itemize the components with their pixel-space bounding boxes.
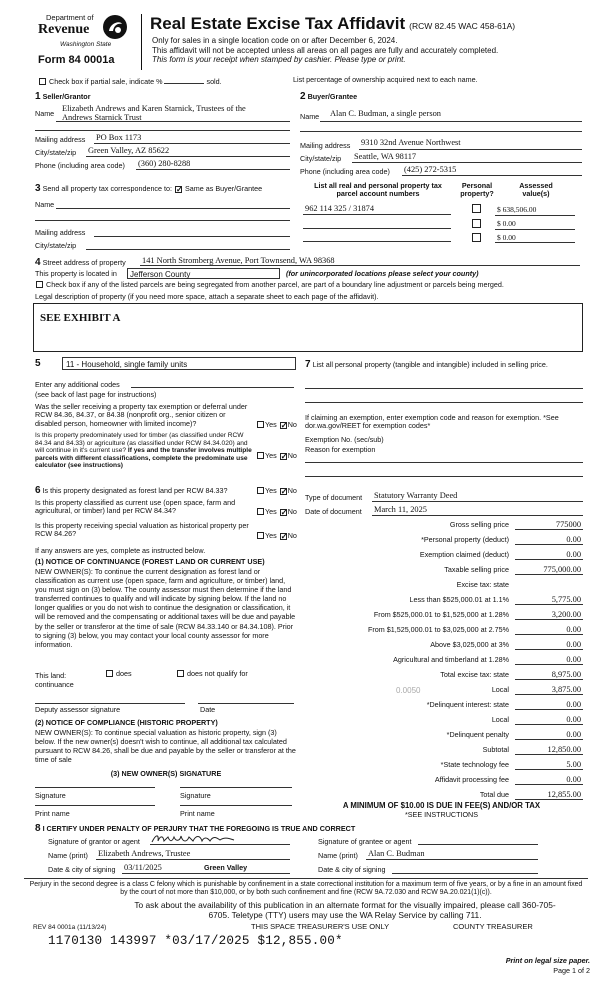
- minimum-fee-notice: A MINIMUM OF $10.00 IS DUE IN FEE(S) AND/OR TAX: [342, 801, 541, 810]
- seller-city[interactable]: Green Valley, AZ 85622: [88, 146, 170, 155]
- land-use-value: 11 - Household, single family units: [66, 360, 188, 369]
- section-number-3: 3: [35, 183, 41, 194]
- footer-divider: [24, 878, 588, 879]
- rcw-ref: (RCW 82.45 WAC 458-61A): [409, 21, 516, 31]
- county-value: Jefferson County: [130, 270, 191, 279]
- grantor-name[interactable]: Elizabeth Andrews, Trustee: [98, 849, 191, 858]
- buyer-mail-label: Mailing address: [300, 141, 351, 150]
- exemption-no-checkbox[interactable]: [280, 422, 287, 429]
- street-address[interactable]: 141 North Stromberg Avenue, Port Townsend, WA 98368: [142, 256, 335, 265]
- tax-line-personal: [515, 544, 583, 545]
- dept-line: Department of: [46, 13, 94, 22]
- parcel-header-3: Assessed value(s): [519, 181, 553, 199]
- s3-mail-line: [94, 236, 290, 237]
- tax-value-total-state[interactable]: 8,975.00: [551, 670, 581, 679]
- tax-value-tech-fee[interactable]: 5.00: [566, 760, 581, 769]
- tax-value-local[interactable]: 3,875.00: [551, 685, 581, 694]
- notice-compliance-body: NEW OWNER(S): To continue special valuation as historic property, sign (3) below. If the new owner(s) doesn't wish to continue, all additional tax calculated pursuant to RCW 84.26, shall be due and payable by the seller or transferor at the time of sale: [35, 728, 296, 765]
- doc-type-value[interactable]: Statutory Warranty Deed: [374, 491, 458, 500]
- parcel-line-3: [303, 241, 451, 242]
- owner-signature-line-1[interactable]: [35, 787, 155, 788]
- forest-answer: [256, 487, 297, 495]
- historic-no-label: No: [287, 531, 297, 540]
- timber-no-checkbox[interactable]: [280, 453, 287, 460]
- tax-line-tier3: [515, 634, 583, 635]
- parcel-line-2: [303, 228, 451, 229]
- revision-label: REV 84 0001a (11/13/24): [33, 924, 107, 931]
- timber-yes-label: Yes: [265, 451, 277, 460]
- deputy-date-label: Date: [200, 705, 216, 714]
- section-7-heading: [305, 359, 585, 371]
- revenue-wordmark: Revenue: [38, 22, 90, 37]
- s3-city-label: City/state/zip: [35, 241, 77, 250]
- personal-property-line-2[interactable]: [305, 402, 583, 403]
- grantor-signature-label: Signature of grantor or agent: [48, 837, 140, 846]
- timber-answer: [256, 452, 297, 460]
- dor-swirl-icon: [102, 14, 128, 40]
- section-4-heading: [35, 257, 126, 269]
- assessed-line-3: [495, 242, 575, 243]
- s3-city-line: [86, 249, 290, 250]
- grantee-name-line: [366, 859, 538, 860]
- grantor-signature-line: [150, 844, 290, 845]
- exemption-yes-label: Yes: [265, 420, 277, 429]
- local-rate[interactable]: 0.0050: [396, 686, 421, 695]
- tax-label-subtotal: Subtotal: [482, 745, 509, 754]
- alternate-format-notice: To ask about the availability of this publication in an alternate format for the visually impaired, please call 360-705-6705. Teletype (TTY) users may use the WA Relay Service by calling 711.: [134, 900, 556, 920]
- current-use-question: Is this property classified as current use (open space, farm and agricultural, or timber) land per RCW 84.34?: [35, 498, 236, 516]
- doc-type-line: [372, 501, 583, 502]
- grantee-signature-line[interactable]: [418, 844, 538, 845]
- same-as-buyer-label: Same as Buyer/Grantee: [185, 184, 263, 193]
- grantee-name[interactable]: Alan C. Budman: [368, 849, 425, 858]
- deputy-signature-label: Deputy assessor signature: [35, 705, 121, 714]
- doc-date-label: Date of document: [305, 507, 362, 516]
- grantor-name-label: Name (print): [48, 851, 88, 860]
- section-2-heading: [300, 91, 357, 103]
- new-owner-signature-heading: (3) NEW OWNER(S) SIGNATURE: [110, 769, 222, 778]
- see-back-note: (see back of last page for instructions): [35, 390, 157, 399]
- buyer-phone-line: [402, 175, 582, 176]
- owner-signature-label-2: Signature: [180, 791, 211, 800]
- personal-property-label: List all personal property (tangible and intangible) included in selling price.: [312, 360, 548, 369]
- tax-value-total-due[interactable]: 12,855.00: [547, 790, 581, 799]
- assessed-line-1: [495, 215, 575, 216]
- owner-print-line-2[interactable]: [180, 805, 292, 806]
- seller-phone-label: Phone (including area code): [35, 161, 125, 170]
- segregated-label: Check box if any of the listed parcels are being segregated from another parcel, are part of a boundary line adjustment or parcels being merged.: [46, 280, 504, 289]
- tax-line-local: [515, 694, 583, 695]
- section-number-6: 6: [35, 485, 41, 496]
- tax-label-delinq-interest-state: *Delinquent interest: state: [426, 700, 509, 709]
- receipt-stamp: 1170130 143997 *03/17/2025 $12,855.00*: [48, 934, 343, 948]
- seller-name-line: [56, 121, 290, 122]
- seller-name-label: Name: [35, 109, 55, 118]
- partial-sale-checkbox[interactable]: [39, 78, 46, 85]
- street-address-label: Street address of property: [42, 258, 126, 267]
- exemption-question: Was the seller receiving a property tax exemption or deferral under RCW 84.36, 84.37, or 84.38 (nonprofit org., senior citizen or disabled person, homeowner with limited income)?: [35, 402, 248, 428]
- exemption-reason-line-1[interactable]: [305, 462, 583, 463]
- intro-text: [152, 36, 592, 65]
- does-not-label: does not qualify for: [187, 669, 248, 678]
- partial-pct-field[interactable]: [164, 77, 204, 84]
- street-address-line: [140, 265, 580, 266]
- owner-signature-line-2[interactable]: [180, 787, 292, 788]
- perjury-notice: Perjury in the second degree is a class C felony which is punishable by confinement in a state correctional institution for a maximum term of five years, or by a fine in an amount fixed by the court of not more than $10,000, or by both such confinement and fine (RCW 9A.72.030 and RCW 9A.20.021(1)(c)).: [29, 881, 583, 896]
- continuance-label: continuance: [35, 680, 74, 689]
- does-checkbox[interactable]: [106, 670, 113, 677]
- exemption-reason-line-2[interactable]: [305, 476, 583, 477]
- assessed-line-2: [495, 229, 575, 230]
- section-number-2: 2: [300, 91, 306, 102]
- title-text: Real Estate Excise Tax Affidavit: [150, 14, 406, 33]
- buyer-name-label: Name: [300, 112, 320, 121]
- legal-description-box[interactable]: [33, 303, 583, 352]
- seller-phone[interactable]: (360) 280-8288: [138, 159, 191, 168]
- tax-line-delinq-interest-local: [515, 724, 583, 725]
- tax-line-tier4: [515, 649, 583, 650]
- does-not-checkbox[interactable]: [177, 670, 184, 677]
- form-title: [150, 14, 515, 34]
- exemption-number-label: Exemption No. (sec/sub): [305, 435, 384, 444]
- this-land-label: This land:: [35, 671, 67, 680]
- tax-line-total-due: [515, 799, 583, 800]
- tax-label-taxable: Taxable selling price: [444, 565, 509, 574]
- tax-value-delinq-penalty[interactable]: 0.00: [566, 730, 581, 739]
- if-any-note: If any answers are yes, complete as instructed below.: [35, 546, 206, 555]
- ownership-note: List percentage of ownership acquired next to each name.: [293, 75, 478, 84]
- parcel-number-1[interactable]: 962 114 325 / 31874: [305, 204, 375, 213]
- section-number-5: 5: [35, 358, 41, 369]
- county-treasurer-label: COUNTY TREASURER: [453, 922, 533, 931]
- state-line: Washington State: [60, 41, 112, 48]
- section-number-8: 8: [35, 823, 41, 834]
- additional-codes-label: Enter any additional codes: [35, 380, 120, 389]
- tax-label-delinq-interest-local: Local: [491, 715, 509, 724]
- buyer-mail-line: [359, 149, 582, 150]
- tax-line-tier2: [515, 619, 583, 620]
- grantor-date[interactable]: 03/11/2025: [124, 863, 162, 872]
- additional-codes-line[interactable]: [131, 387, 294, 388]
- dor-logo: [38, 14, 130, 70]
- historic-question: Is this property receiving special valuation as historical property per RCW 84.26?: [35, 521, 249, 539]
- tax-line-tech-fee: [515, 769, 583, 770]
- intro-line-1: Only for sales in a single location code on or after December 6, 2024.: [152, 36, 398, 45]
- forest-question: Is this property designated as forest land per RCW 84.33?: [42, 486, 228, 495]
- buyer-city-line: [352, 162, 582, 163]
- personal-property-checkbox-3[interactable]: [472, 233, 481, 242]
- historic-answer: [256, 532, 297, 540]
- tax-value-delinq-interest-local[interactable]: 0.00: [566, 715, 581, 724]
- owner-signature-label-1: Signature: [35, 791, 66, 800]
- tax-line-total-state: [515, 679, 583, 680]
- buyer-name-line: [320, 121, 582, 122]
- notice-compliance-heading: (2) NOTICE OF COMPLIANCE (HISTORIC PROPERTY): [35, 718, 218, 727]
- owner-print-label-2: Print name: [180, 809, 215, 818]
- legal-description-label: Legal description of property (if you need more space, attach a separate sheet to each page of the affidavit).: [35, 292, 379, 301]
- exemption-no-label: No: [287, 420, 297, 429]
- tax-value-tier3[interactable]: 0.00: [566, 625, 581, 634]
- header-divider: [141, 14, 142, 70]
- historic-yes-checkbox[interactable]: [257, 532, 264, 539]
- legal-description-text: SEE EXHIBIT A: [40, 312, 121, 324]
- section-3-heading: [35, 183, 262, 195]
- tax-line-delinq-penalty: [515, 739, 583, 740]
- buyer-phone-label: Phone (including area code): [300, 167, 390, 176]
- tax-line-exemption: [515, 559, 583, 560]
- current-use-answer: [256, 508, 297, 516]
- segregated-checkbox[interactable]: [36, 281, 43, 288]
- buyer-city-label: City/state/zip: [300, 154, 342, 163]
- owner-print-line-1[interactable]: [35, 805, 155, 806]
- seller-blank-line: [35, 130, 290, 131]
- partial-sale-label: Check box if partial sale, indicate %: [49, 77, 163, 86]
- forest-yes-label: Yes: [265, 486, 277, 495]
- tax-label-tier3: From $1,525,000.01 to $3,025,000 at 2.75%: [367, 625, 509, 634]
- section-1-heading: [35, 91, 91, 103]
- section-6-q1: [35, 485, 228, 497]
- timber-question-text: Is this property predominately used for timber (as classified under RCW 84.34 and 84.33) or agriculture (as classified under RCW 84.34.020) and will continue in it's current use?: [35, 432, 248, 455]
- current-use-yes-checkbox[interactable]: [257, 508, 264, 515]
- tax-line-taxable: [515, 574, 583, 575]
- current-use-no-label: No: [287, 507, 297, 516]
- seller-phone-line: [136, 169, 290, 170]
- correspondence-label: Send all property tax correspondence to:: [42, 184, 173, 193]
- seller-mail-line: [94, 143, 290, 144]
- exemption-answer: [256, 421, 297, 429]
- deputy-date-line[interactable]: [198, 703, 294, 704]
- buyer-blank-line: [300, 131, 582, 132]
- does-option: [105, 670, 132, 678]
- tax-label-tier4: Above $3,025,000 at 3%: [430, 640, 509, 649]
- s3-blank-line: [35, 220, 290, 221]
- doc-type-label: Type of document: [305, 493, 363, 502]
- does-label: does: [116, 669, 132, 678]
- personal-property-checkbox-1[interactable]: [472, 204, 481, 213]
- exemption-instructions: If claiming an exemption, enter exemption code and reason for exemption. *See dor.wa.gov/REET for exemption codes*: [305, 413, 559, 431]
- tax-value-tier1[interactable]: 5,775.00: [551, 595, 581, 604]
- seller-mail-label: Mailing address: [35, 135, 86, 144]
- tax-value-taxable[interactable]: 775,000.00: [543, 565, 581, 574]
- tax-value-exemption[interactable]: 0.00: [566, 550, 581, 559]
- segregated-row: [35, 281, 504, 289]
- same-as-buyer-checkbox[interactable]: [175, 186, 182, 193]
- tax-value-subtotal[interactable]: 12,850.00: [547, 745, 581, 754]
- seller-name-1[interactable]: Elizabeth Andrews and Karen Starnick, Trustees of the: [62, 104, 246, 113]
- intro-line-2: This affidavit will not be accepted unless all areas on all pages are fully and accurately completed.: [152, 45, 499, 55]
- parcel-line-1: [303, 214, 451, 215]
- grantee-signature-label: Signature of grantee or agent: [318, 837, 412, 846]
- partial-sale-row: [38, 77, 222, 86]
- tax-label-tier1: Less than $525,000.01 at 1.1%: [409, 595, 509, 604]
- page-number: Page 1 of 2: [553, 966, 590, 975]
- tax-value-tier4[interactable]: 0.00: [566, 640, 581, 649]
- tax-line-gross: [515, 529, 583, 530]
- personal-property-checkbox-2[interactable]: [472, 219, 481, 228]
- legal-paper-note: Print on legal size paper.: [505, 956, 590, 965]
- tax-value-tier2[interactable]: 3,200.00: [551, 610, 581, 619]
- timber-no-label: No: [287, 451, 297, 460]
- tax-label-processing-fee: Affidavit processing fee: [434, 775, 509, 784]
- form-number: Form 84 0001a: [38, 54, 115, 66]
- tax-label-personal: *Personal property (deduct): [421, 535, 509, 544]
- county-select[interactable]: [127, 268, 280, 279]
- parcel-header-1: List all real and personal property tax parcel account numbers: [314, 181, 442, 199]
- historic-no-checkbox[interactable]: [280, 533, 287, 540]
- treasurer-use-label: THIS SPACE TREASURER'S USE ONLY: [251, 922, 390, 931]
- current-use-no-checkbox[interactable]: [280, 509, 287, 516]
- tax-label-excise-state: Excise tax: state: [456, 580, 509, 589]
- exemption-yes-checkbox[interactable]: [257, 421, 264, 428]
- personal-property-line-1[interactable]: [305, 388, 583, 389]
- buyer-heading: Buyer/Grantee: [307, 92, 358, 101]
- seller-mail[interactable]: PO Box 1173: [96, 133, 142, 142]
- tax-label-total-due: Total due: [479, 790, 509, 799]
- located-label: This property is located in: [35, 269, 117, 278]
- tax-label-agri: Agricultural and timberland at 1.28%: [393, 655, 509, 664]
- see-instructions: *SEE INSTRUCTIONS: [404, 810, 479, 819]
- does-not-option: [176, 670, 248, 678]
- tax-label-delinq-penalty: *Delinquent penalty: [446, 730, 509, 739]
- tax-label-tech-fee: *State technology fee: [440, 760, 509, 769]
- timber-question-bold: If yes and the transfer involves multiple parcels with different classifications, complete the predominate use calculator (see instructions): [35, 447, 252, 470]
- s3-name-label: Name: [35, 200, 55, 209]
- buyer-city[interactable]: Seattle, WA 98117: [354, 152, 417, 161]
- intro-line-3: This form is your receipt when stamped by cashier. Please type or print.: [152, 55, 406, 64]
- seller-name-2[interactable]: Andrews Starnick Trust: [62, 113, 142, 122]
- seller-city-line: [86, 156, 290, 157]
- grantee-date-label: Date & city of signing: [318, 865, 386, 874]
- buyer-name[interactable]: Alan C. Budman, a single person: [330, 109, 441, 118]
- tax-label-exemption: Exemption claimed (deduct): [419, 550, 509, 559]
- historic-yes-label: Yes: [265, 531, 277, 540]
- exemption-reason-label: Reason for exemption: [305, 445, 376, 454]
- s3-mail-label: Mailing address: [35, 228, 86, 237]
- grantor-city[interactable]: Green Valley: [204, 863, 248, 872]
- owner-print-label-1: Print name: [35, 809, 70, 818]
- partial-sold-label: sold.: [206, 77, 222, 86]
- buyer-mail[interactable]: 9310 32nd Avenue Northwest: [361, 138, 461, 147]
- section-number-7: 7: [305, 359, 311, 370]
- tax-value-delinq-interest-state[interactable]: 0.00: [566, 700, 581, 709]
- buyer-phone[interactable]: (425) 272-5315: [404, 165, 457, 174]
- county-note: (for unincorporated locations please select your county): [286, 269, 479, 278]
- tax-line-subtotal: [515, 754, 583, 755]
- parcel-header-2: Personal property?: [460, 181, 494, 199]
- forest-no-checkbox[interactable]: [280, 488, 287, 495]
- section-number-1: 1: [35, 91, 41, 102]
- assessed-value-2[interactable]: $ 0.00: [497, 219, 516, 228]
- grantor-date-label: Date & city of signing: [48, 865, 116, 874]
- tax-label-tier2: From $525,000.01 to $1,525,000 at 1.28%: [373, 610, 509, 619]
- forest-no-label: No: [287, 486, 297, 495]
- grantee-name-label: Name (print): [318, 851, 358, 860]
- tax-value-agri[interactable]: 0.00: [566, 655, 581, 664]
- s3-name-line: [56, 208, 290, 209]
- assessed-value-3[interactable]: $ 0.00: [497, 233, 516, 242]
- notice-continuance-heading: (1) NOTICE OF CONTINUANCE (FOREST LAND OR CURRENT USE): [35, 557, 265, 566]
- forest-yes-checkbox[interactable]: [257, 487, 264, 494]
- seller-city-label: City/state/zip: [35, 148, 77, 157]
- timber-question: [35, 432, 253, 470]
- land-use-select[interactable]: [62, 357, 296, 370]
- tax-value-processing-fee[interactable]: 0.00: [566, 775, 581, 784]
- doc-date-line: [372, 515, 583, 516]
- certify-text: I CERTIFY UNDER PENALTY OF PERJURY THAT THE FOREGOING IS TRUE AND CORRECT: [42, 824, 356, 833]
- section-number-4: 4: [35, 257, 41, 268]
- tax-line-processing-fee: [515, 784, 583, 785]
- seller-heading: Seller/Grantor: [42, 92, 91, 101]
- grantee-date-line[interactable]: [392, 873, 538, 874]
- tax-label-total-state: Total excise tax: state: [440, 670, 509, 679]
- tax-calculation: [300, 520, 583, 800]
- notice-continuance-body: NEW OWNER(S): To continue the current designation as forest land or classification as current use (open space, farm and agriculture, or timber) land, you must sign on (3) below. The county assessor must then determine if the land transferred continues to qualify and will indicate by signing below. If the land no longer qualifies or you do not wish to continue the designation or classification, it will be removed and the compensating or additional taxes will be due and payable by the seller or transferor at the time of sale (RCW 84.33.140 or 84.34.108). Prior to signing (3) below, you may contact your local county assessor for more information.: [35, 567, 296, 649]
- tax-value-gross[interactable]: 775000: [555, 520, 581, 529]
- timber-yes-checkbox[interactable]: [257, 452, 264, 459]
- assessed-value-1[interactable]: $ 638,506.00: [497, 205, 537, 214]
- doc-date-value[interactable]: March 11, 2025: [374, 505, 427, 514]
- deputy-signature-line[interactable]: [35, 703, 185, 704]
- tax-label-local: Local: [491, 685, 509, 694]
- tax-line-tier1: [515, 604, 583, 605]
- grantor-name-line: [96, 859, 290, 860]
- tax-value-personal[interactable]: 0.00: [566, 535, 581, 544]
- tax-label-gross: Gross selling price: [449, 520, 509, 529]
- tax-line-delinq-interest-state: [515, 709, 583, 710]
- tax-line-agri: [515, 664, 583, 665]
- current-use-yes-label: Yes: [265, 507, 277, 516]
- grantor-date-line: [122, 873, 290, 874]
